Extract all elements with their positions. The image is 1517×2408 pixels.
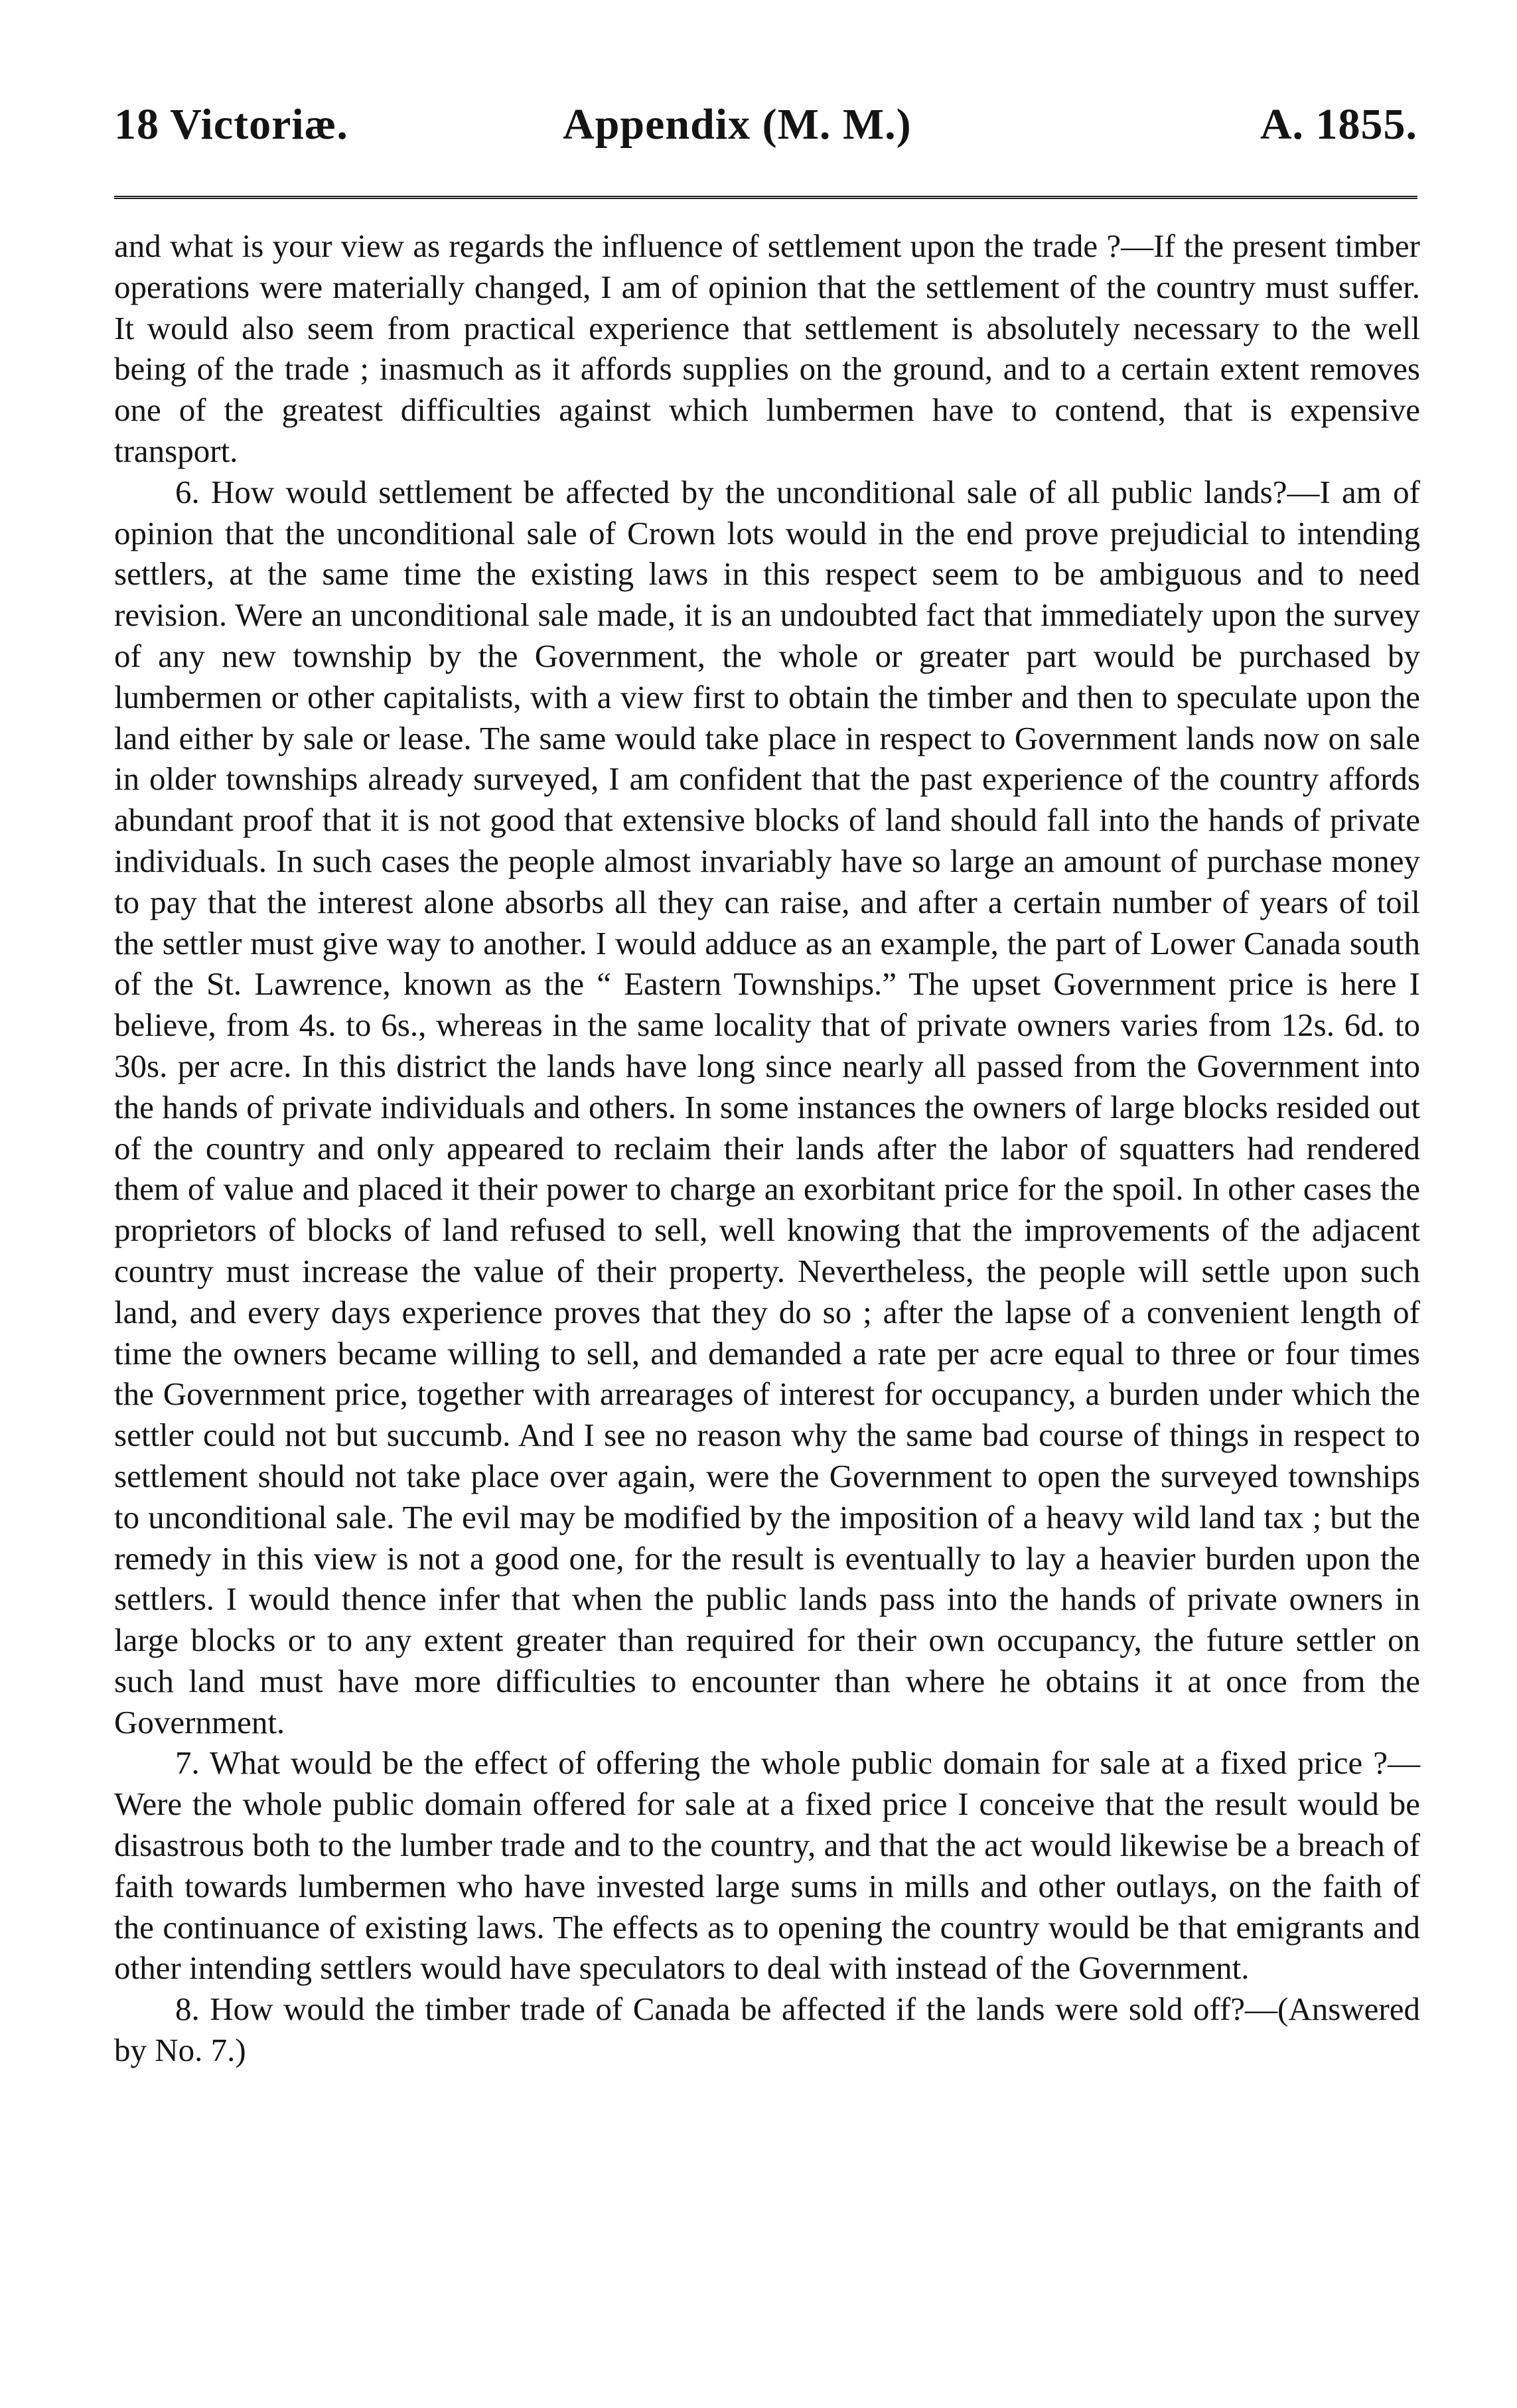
header-session: 18 Victoriæ. [114, 100, 348, 149]
paragraph-continuation: and what is your view as regards the influence of settlement upon the trade ?—If the present timber operations were materially changed, I am of opinion that the settlement of the country must suffer. It would also seem from practical experience that settlement is absolutely necessary to the well being of the trade ; inasmuch as it affords supplies on the ground, and to a certain extent removes one of the greatest difficulties against which lumbermen have to contend, that is expensive transport. [114, 228, 1420, 469]
page-header [114, 100, 1417, 173]
paragraph-question-8: 8. How would the timber trade of Canada be affected if the lands were sold off?—(Answered by No. 7.) [114, 1991, 1420, 2069]
header-appendix: Appendix (M. M.) [563, 100, 912, 149]
header-rule [114, 196, 1417, 199]
header-year: A. 1855. [1260, 100, 1417, 149]
paragraph-question-7: 7. What would be the effect of offering the whole public domain for sale at a fixed price ?—Were the whole public domain offered for sale at a fixed price I conceive that the result would be disastrous both to the lumber trade and to the country, and that the act would likewise be a breach of faith towards lumbermen who have invested large sums in mills and other outlays, on the faith of the continuance of existing laws. The effects as to opening the country would be that emigrants and other intending settlers would have speculators to deal with instead of the Government. [114, 1744, 1420, 1987]
body-text [114, 226, 1420, 2071]
paragraph-question-6: 6. How would settlement be affected by the unconditional sale of all public lands?—I am of opinion that the unconditional sale of Crown lots would in the end prove prejudicial to intending settlers, at the same time the existing laws in this respect seem to be ambiguous and to need revision. Were an unconditional sale made, it is an undoubted fact that immediately upon the survey of any new township by the Government, the whole or greater part would be purchased by lumbermen or other capitalists, with a view first to obtain the timber and then to speculate upon the land either by sale or lease. The same would take place in respect to Government lands now on sale in older townships already surveyed, I am confident that the past experience of the country affords abundant proof that it is not good that extensive blocks of land should fall into the hands of private individuals. In such cases the people almost invariably have so large an amount of purchase money to pay that the interest alone absorbs all they can raise, and after a certain number of years of toil the settler must give way to another. I would adduce as an example, the part of Lower Canada south of the St. Lawrence, known as the “ Eastern Townships.” The upset Government price is here I believe, from 4s. to 6s., whereas in the same locality that of private owners varies from 12s. 6d. to 30s. per acre. In this district the lands have long since nearly all passed from the Government into the hands of private individuals and others. In some instances the owners of large blocks resided out of the country and only appeared to reclaim their lands after the labor of squatters had rendered them of value and placed it their power to charge an exorbitant price for the spoil. In other cases the proprietors of blocks of land refused to sell, well knowing that the improvements of the adjacent country must increase the value of their property. Nevertheless, the people will settle upon such land, and every days experience proves that they do so ; after the lapse of a convenient length of time the owners became willing to sell, and demanded a rate per acre equal to three or four times the Government price, together with arrearages of interest for occupancy, a burden under which the settler could not but succumb. And I see no reason why the same bad course of things in respect to settlement should not take place over again, were the Government to open the surveyed townships to unconditional sale. The evil may be modified by the imposition of a heavy wild land tax ; but the remedy in this view is not a good one, for the result is eventually to lay a heavier burden upon the settlers. I would thence infer that when the public lands pass into the hands of private owners in large blocks or to any extent greater than required for their own occupancy, the future settler on such land must have more difficulties to encounter than where he obtains it at once from the Government. [114, 473, 1420, 1740]
